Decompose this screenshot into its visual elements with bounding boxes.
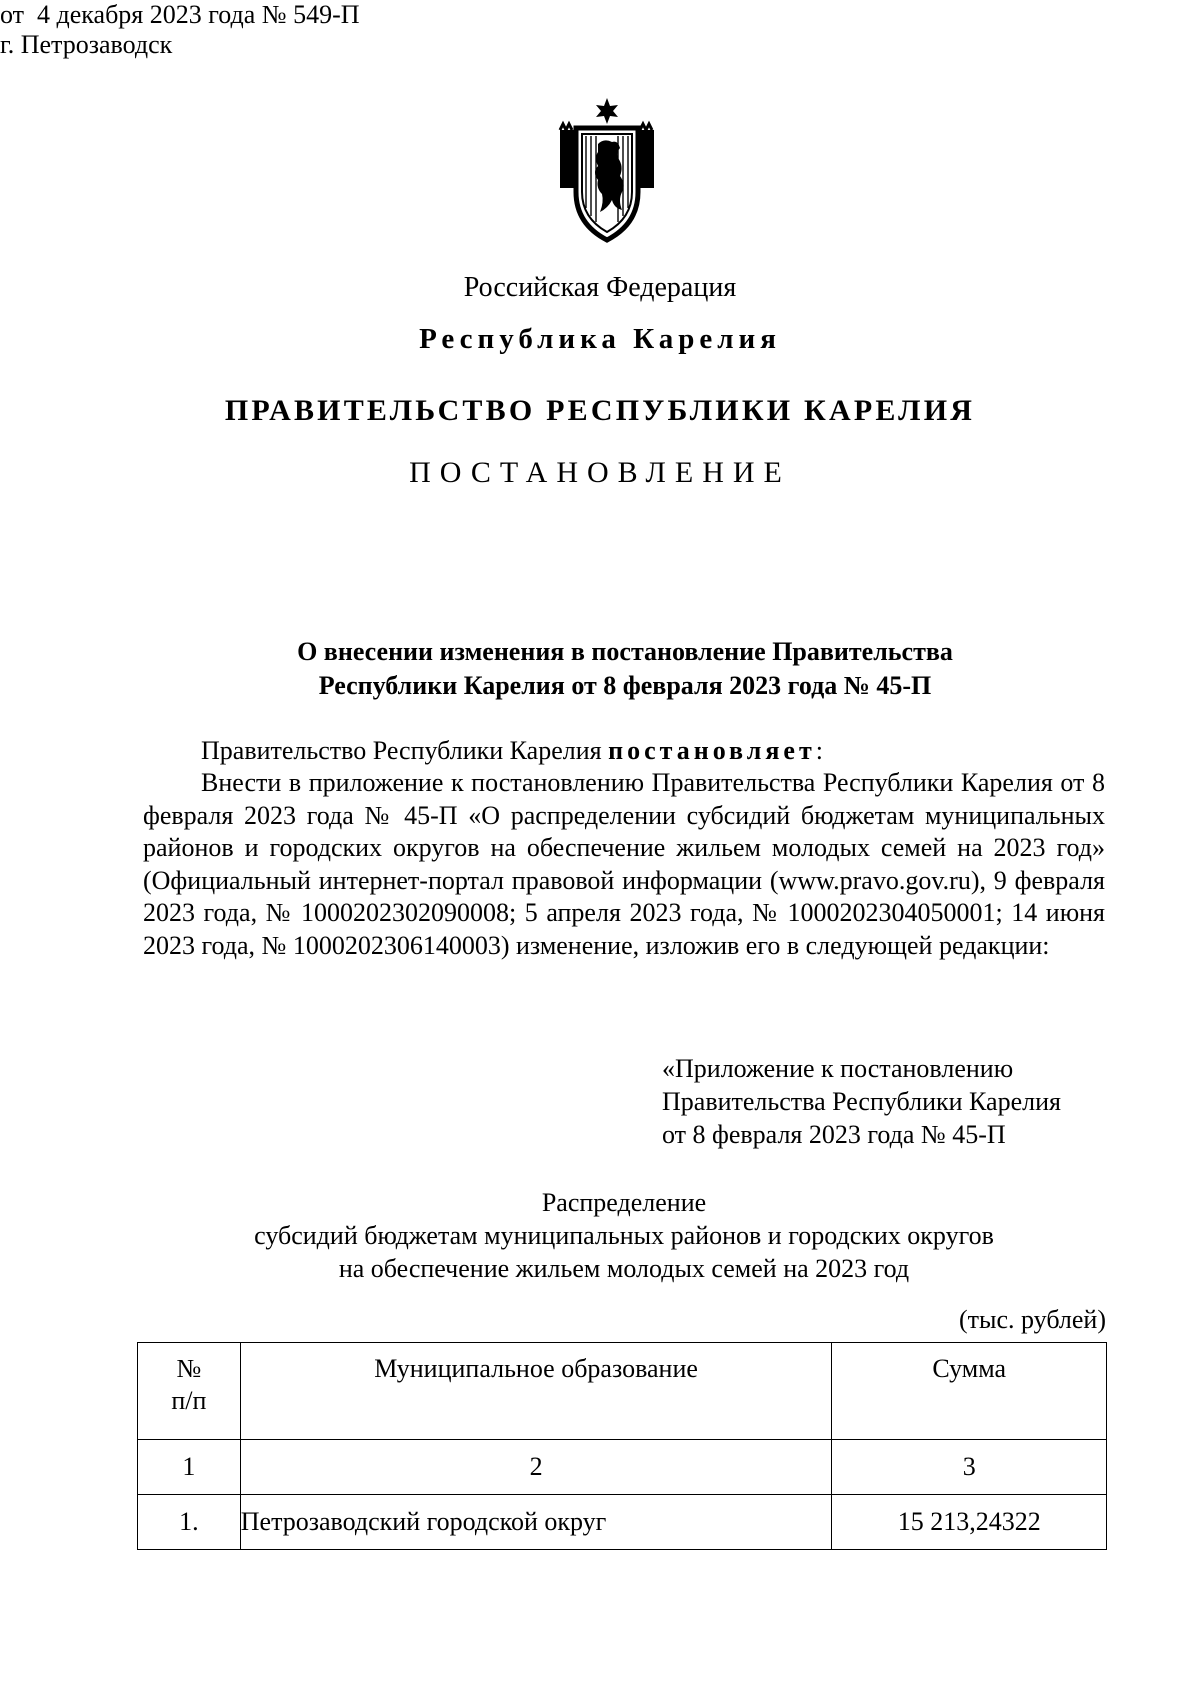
distribution-line-3: на обеспечение жильем молодых семей на 2023 год [338, 1254, 910, 1283]
title-line-2: Республики Карелия от 8 февраля 2023 года № 45-П [318, 671, 932, 700]
header-number [138, 1343, 241, 1440]
document-city: г. Петрозаводск [0, 30, 173, 59]
index-cell: 1 [138, 1440, 241, 1495]
units-label: (тыс. рублей) [958, 1305, 1106, 1334]
table-index-row [138, 1440, 1107, 1495]
distribution-line-1: Распределение [541, 1188, 707, 1217]
government-name: ПРАВИТЕЛЬСТВО РЕСПУБЛИКИ КАРЕЛИЯ [224, 394, 976, 427]
intro-decree-word: постановляет [608, 736, 816, 765]
appendix-line-1: «Приложение к постановлению [662, 1054, 1014, 1083]
document-title [150, 635, 1100, 703]
table-header-row [138, 1343, 1107, 1440]
appendix-line-3: от 8 февраля 2023 года № 45-П [662, 1120, 1006, 1149]
distribution-table [137, 1342, 1107, 1550]
republic-name: Республика Карелия [419, 323, 781, 355]
row-municipality: Петрозаводский городской округ [240, 1495, 832, 1550]
document-type: ПОСТАНОВЛЕНИЕ [409, 456, 791, 489]
header-number-line-1: № [176, 1354, 202, 1383]
distribution-line-2: субсидий бюджетам муниципальных районов и городских округов [254, 1221, 994, 1250]
header-municipality: Муниципальное образование [240, 1343, 832, 1440]
intro-lead: Правительство Республики Карелия [201, 736, 609, 765]
row-number: 1. [138, 1495, 241, 1550]
index-cell: 2 [240, 1440, 832, 1495]
distribution-heading [143, 1186, 1105, 1285]
intro-tail: : [815, 736, 823, 765]
country-name: Российская Федерация [463, 272, 737, 303]
resolution-intro [143, 735, 1105, 768]
row-sum: 15 213,24322 [832, 1495, 1107, 1550]
table-row [138, 1495, 1107, 1550]
karelia-coat-of-arms-icon [552, 96, 662, 246]
document-date-number: от 4 декабря 2023 года № 549-П [0, 0, 360, 29]
resolution-paragraph: Внести в приложение к постановлению Правительства Республики Карелия от 8 февраля 2023 года № 45-П «О распределении субсидий бюджетам муниципальных районов и городских округов на обеспечение жильем молодых семей на 2023 год» (Официальный интернет-портал правовой информации (www.pravo.gov.ru), 9 февраля 2023 года, № 1000202302090008; 5 апреля 2023 года, № 1000202304050001; 14 июня 2023 года, № 1000202306140003) изменение, изложив его в следующей редакции: [143, 768, 1105, 960]
appendix-line-2: Правительства Республики Карелия [662, 1087, 1061, 1116]
index-cell: 3 [832, 1440, 1107, 1495]
header-number-line-2: п/п [171, 1386, 207, 1415]
title-line-1: О внесении изменения в постановление Правительства [297, 637, 953, 666]
appendix-reference [662, 1052, 1061, 1151]
header-sum: Сумма [832, 1343, 1107, 1440]
